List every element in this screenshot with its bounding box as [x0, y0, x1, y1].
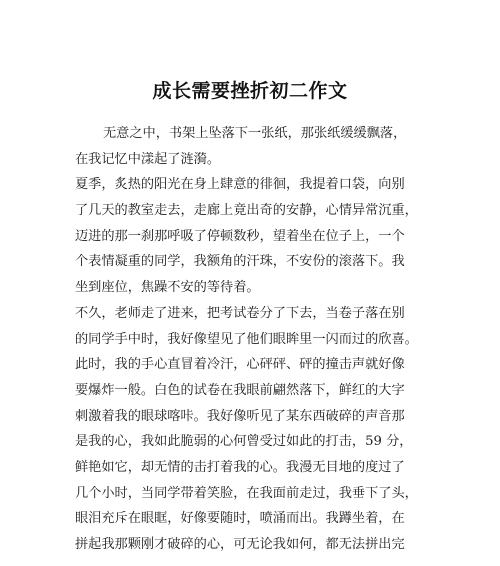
text-line: 拼起我那颗刚才破碎的心，可无论我如何，都无法拼出完 — [75, 537, 405, 552]
text-line: 坐到座位，焦躁不安的等待着。 — [75, 280, 260, 296]
text-line: 要爆炸一般。白色的试卷在我眼前翩然落下，鲜红的大字 — [75, 382, 405, 398]
text-line: 此时，我的手心直冒着冷汗，心砰砰、砰的撞击声就好像 — [75, 357, 405, 373]
text-line: 是我的心，我如此脆弱的心何曾受过如此的打击，59 分， — [75, 434, 413, 450]
text-line: 不久，老师走了进来，把考试卷分了下去，当卷子落在别 — [75, 305, 405, 321]
document-title: 成长需要挫折初二作文 — [152, 80, 348, 102]
text-line: 夏季，炙热的阳光在身上肆意的徘徊，我提着口袋，向别 — [75, 177, 405, 193]
text-line: 个表情凝重的同学，我额角的汗珠，不安份的滚落下。我 — [75, 254, 405, 270]
text-line: 眼泪充斥在眼眶，好像要随时，喷涌而出。我蹲坐着，在 — [75, 511, 405, 527]
text-line: 迈进的那一刹那呼吸了停顿数秒，望着坐在位子上，一个 — [75, 228, 405, 244]
text-line: 几个小时，当同学带着笑脸，在我面前走过，我垂下了头， — [75, 485, 418, 501]
text-line: 刺激着我的眼球喀咔。我好像听见了某东西破碎的声音那 — [75, 408, 405, 424]
text-line: 的同学手中时，我好像望见了他们眼眸里一闪而过的欣喜。 — [75, 331, 418, 347]
text-line: 了几天的教室走去，走廊上竟出奇的安静，心情异常沉重， — [75, 203, 418, 219]
text-line: 无意之中，书架上坠落下一张纸，那张纸缓缓飘落， — [103, 126, 407, 141]
text-line: 在我记忆中漾起了涟漪。 — [75, 151, 221, 167]
text-line: 鲜艳如它，却无情的击打着我的心。我漫无目地的度过了 — [75, 459, 405, 475]
document-body — [75, 121, 430, 558]
